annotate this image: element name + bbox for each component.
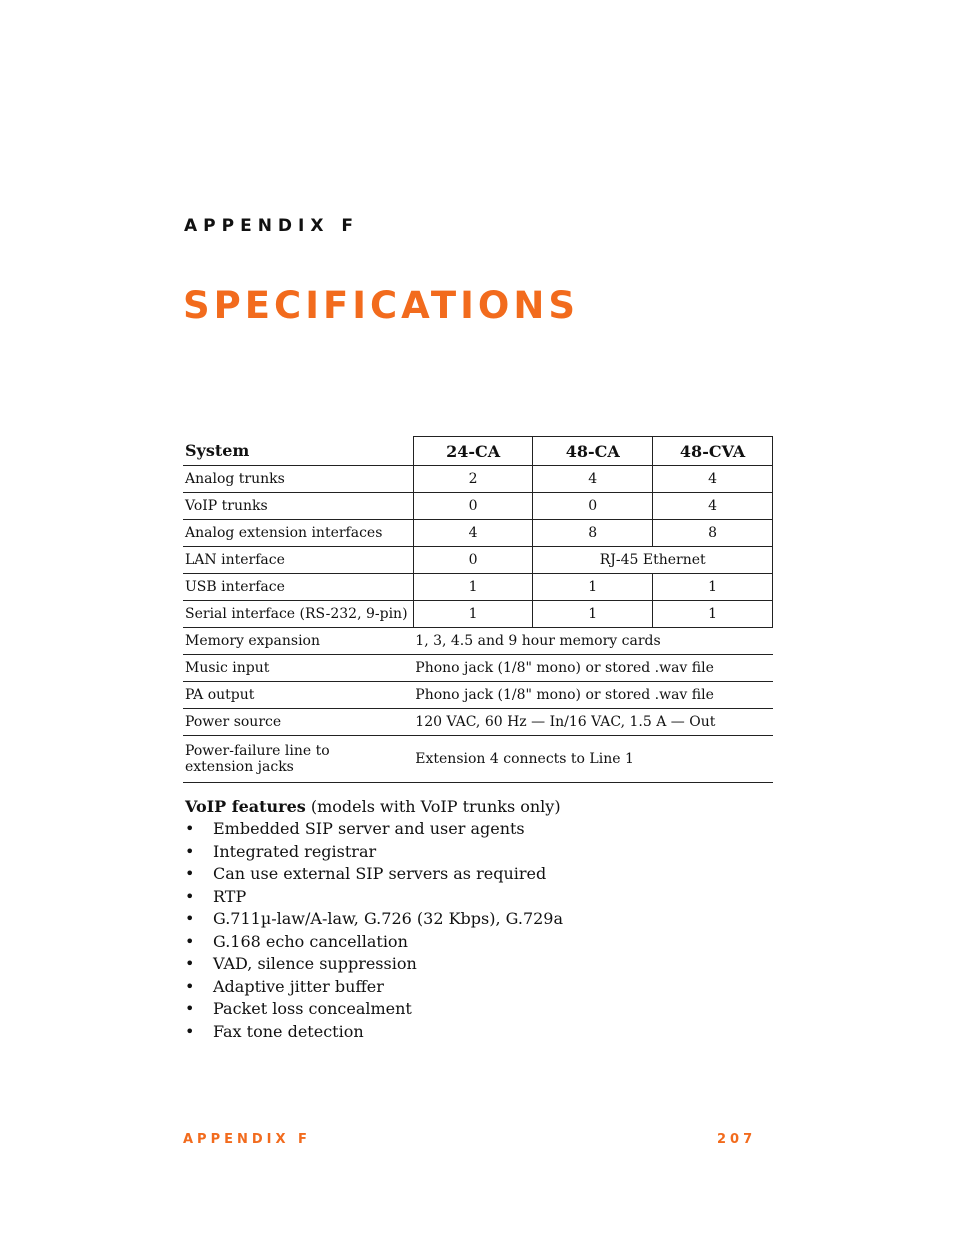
list-item-text: Packet loss concealment	[213, 999, 412, 1018]
footer-appendix-label: APPENDIX F	[183, 1132, 311, 1147]
table-row	[183, 736, 773, 783]
cell-value: 8	[653, 520, 773, 547]
cell-value: 8	[533, 520, 653, 547]
row-label	[183, 736, 413, 783]
table-row	[183, 574, 773, 601]
row-label: Analog extension interfaces	[183, 520, 413, 547]
cell-value: 1	[653, 601, 773, 628]
cell-value: 0	[413, 493, 533, 520]
row-label: VoIP trunks	[183, 493, 413, 520]
bullet-icon: •	[185, 931, 195, 951]
row-value: 120 VAC, 60 Hz — In/16 VAC, 1.5 A — Out	[413, 709, 772, 736]
row-value: Extension 4 connects to Line 1	[413, 736, 772, 783]
cell-value: 4	[653, 466, 773, 493]
table-row	[183, 601, 773, 628]
header-system: System	[183, 437, 413, 466]
table-row	[183, 520, 773, 547]
cell-value: 4	[413, 520, 533, 547]
list-item	[185, 841, 563, 864]
specs-table	[183, 436, 773, 783]
bullet-icon: •	[185, 909, 195, 928]
header-model-48ca: 48-CA	[533, 437, 653, 466]
cell-value: 1	[533, 601, 653, 628]
list-item-text: Integrated registrar	[213, 841, 377, 861]
cell-value: 0	[413, 547, 533, 574]
row-label: Memory expansion	[183, 628, 413, 655]
bullet-icon: •	[185, 886, 195, 906]
cell-value: 1	[413, 574, 533, 601]
voip-features-title-note: (models with VoIP trunks only)	[305, 797, 561, 816]
row-value: Phono jack (1/8" mono) or stored .wav file	[413, 682, 772, 709]
voip-features-list	[185, 818, 563, 1043]
list-item-text: RTP	[213, 886, 247, 906]
row-label-line: extension jacks	[185, 759, 294, 775]
row-label: USB interface	[183, 574, 413, 601]
header-model-48cva: 48-CVA	[653, 437, 773, 466]
list-item-text: Can use external SIP servers as required	[213, 864, 547, 883]
cell-value: 1	[413, 601, 533, 628]
row-label: Music input	[183, 655, 413, 682]
table-header-row	[183, 437, 773, 466]
row-label: Serial interface (RS-232, 9-pin)	[183, 601, 413, 628]
cell-value: 1	[533, 574, 653, 601]
list-item	[185, 953, 563, 976]
bullet-icon: •	[185, 999, 195, 1018]
table-row	[183, 493, 773, 520]
bullet-icon: •	[185, 976, 195, 996]
row-label: Power source	[183, 709, 413, 736]
cell-value: 4	[653, 493, 773, 520]
footer-page-number: 207	[717, 1132, 757, 1147]
table-row	[183, 466, 773, 493]
bullet-icon: •	[185, 954, 195, 973]
table-row	[183, 547, 773, 574]
list-item-text: VAD, silence suppression	[213, 954, 417, 973]
table-row	[183, 655, 773, 682]
list-item	[185, 1021, 563, 1044]
bullet-icon: •	[185, 819, 195, 838]
list-item-text: Adaptive jitter buffer	[213, 976, 384, 996]
list-item	[185, 976, 563, 999]
row-value: Phono jack (1/8" mono) or stored .wav file	[413, 655, 772, 682]
cell-merged-value: RJ-45 Ethernet	[533, 547, 773, 574]
bullet-icon: •	[185, 841, 195, 861]
list-item	[185, 931, 563, 954]
row-label: Analog trunks	[183, 466, 413, 493]
bullet-icon: •	[185, 864, 195, 883]
row-value: 1, 3, 4.5 and 9 hour memory cards	[413, 628, 772, 655]
list-item	[185, 886, 563, 909]
voip-features-heading	[185, 797, 563, 816]
list-item	[185, 998, 563, 1021]
list-item	[185, 863, 563, 886]
appendix-label: APPENDIX F	[184, 216, 359, 236]
row-label: LAN interface	[183, 547, 413, 574]
page-title: SPECIFICATIONS	[183, 284, 579, 327]
cell-value: 0	[533, 493, 653, 520]
cell-value: 2	[413, 466, 533, 493]
row-label: PA output	[183, 682, 413, 709]
voip-features-section	[185, 797, 563, 1043]
cell-value: 1	[653, 574, 773, 601]
list-item	[185, 818, 563, 841]
cell-value: 4	[533, 466, 653, 493]
table-row	[183, 709, 773, 736]
row-label-line: Power-failure line to	[185, 743, 330, 759]
list-item	[185, 908, 563, 931]
list-item-text: G.168 echo cancellation	[213, 931, 408, 951]
voip-features-title-bold: VoIP features	[185, 797, 306, 816]
list-item-text: G.711µ-law/A-law, G.726 (32 Kbps), G.729a	[213, 909, 564, 928]
header-model-24ca: 24-CA	[413, 437, 533, 466]
table-row	[183, 628, 773, 655]
bullet-icon: •	[185, 1021, 195, 1041]
list-item-text: Fax tone detection	[213, 1021, 364, 1041]
list-item-text: Embedded SIP server and user agents	[213, 819, 525, 838]
table-row	[183, 682, 773, 709]
